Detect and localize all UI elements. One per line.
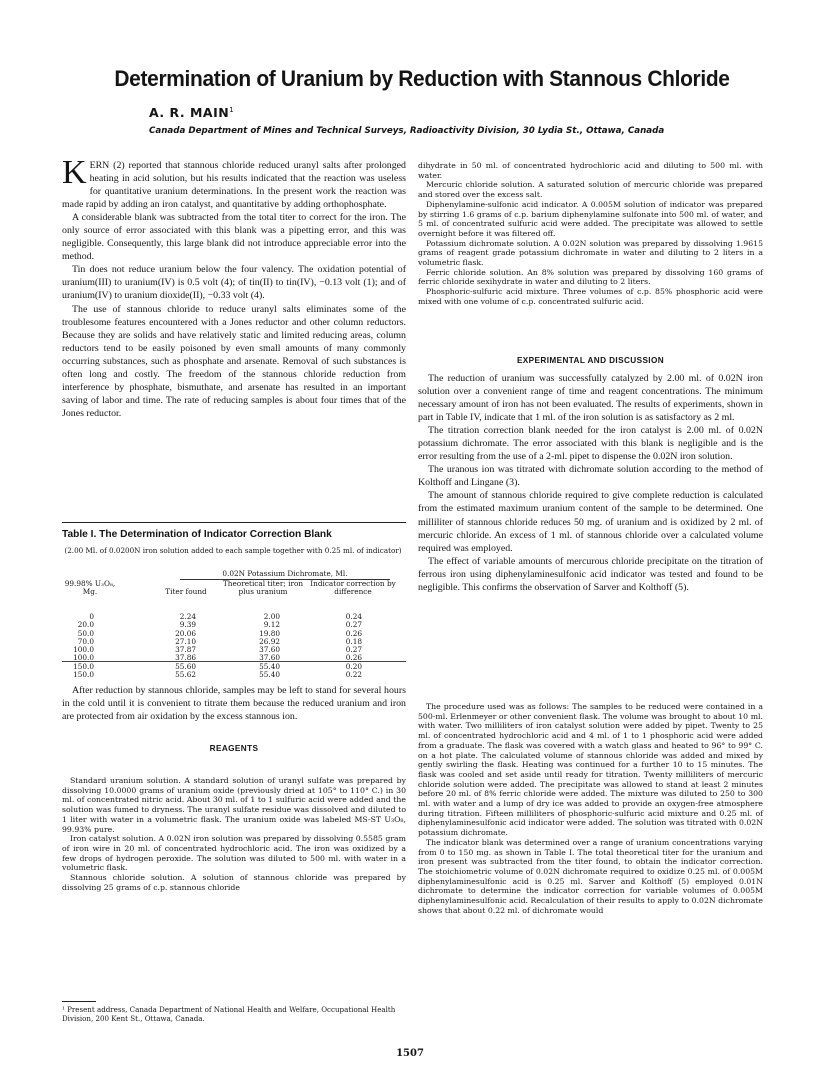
table-cell-correction: 0.27 xyxy=(345,620,362,630)
discussion-paragraph-5: The effect of variable amounts of mercurous chloride precipitate on the titration of ferrous iron using diphenylaminesulfonic acid indicator was tested and found to be negligible. This confirms the observation of Sarver and Kolthoff (5). xyxy=(418,555,763,593)
table-bottom-rule xyxy=(62,661,406,662)
discussion-paragraph-4: The amount of stannous chloride required to give complete reduction is calculated from the estimated maximum uranium content of the sample to be determined. One milliliter of stannous chloride reduces 50 mg. of uranium and is oxidized by 2 ml. of mercuric chloride. An excess of 1 ml. of stannous chloride over a calculated volume required was employed. xyxy=(418,490,763,554)
experimental-heading: EXPERIMENTAL AND DISCUSSION xyxy=(516,356,665,365)
table-cell-titer-found: 37.87 xyxy=(175,645,196,655)
table-cell-uranium: 0 xyxy=(89,612,94,621)
reagent-iron-catalyst: Iron catalyst solution. A 0.02N iron solution was prepared by dissolving 0.5585 gram of iron wire in 20 ml. of concentrated hydrochloric acid. The iron was oxidized by a few drops of hydrogen peroxide. The solution was diluted to 500 ml. with water in a volumetric flask. xyxy=(62,834,406,873)
left-column-reagents xyxy=(62,776,406,892)
table-cell-uranium: 70.0 xyxy=(77,636,94,646)
reagent-phosphoric-sulfuric: Phosphoric-sulfuric acid mixture. Three volumes of c.p. 85% phosphoric acid were mixed with one volume of c.p. concentrated sulfuric acid. xyxy=(418,287,763,306)
table-cell-theoretical: 26.92 xyxy=(259,636,280,646)
table-cell-theoretical: 37.60 xyxy=(259,653,280,663)
table-cell-correction: 0.26 xyxy=(345,628,362,638)
table-cell-theoretical: 2.00 xyxy=(263,612,280,621)
reagent-stannous-chloride: Stannous chloride solution. A solution of stannous chloride was prepared by dissolving 25 grams of c.p. stannous chloride xyxy=(62,873,406,892)
table-cell-theoretical: 9.12 xyxy=(263,620,280,630)
reagent-indicator: Diphenylamine-sulfonic acid indicator. A 0.005M solution of indicator was prepared by stirring 1.6 grams of c.p. barium diphenylamine sulfonate into 500 ml. of water, and 5 ml. of concentrated sulfuric acid were added. The precipitate was allowed to settle overnight before it was filtered off. xyxy=(418,199,763,238)
table-cell-titer-found: 37.86 xyxy=(175,653,196,663)
right-column-procedure xyxy=(418,702,763,915)
reagent-stannous-continued: dihydrate in 50 ml. of concentrated hydrochloric acid and diluting to 500 ml. with water. xyxy=(418,161,763,180)
procedure-paragraph: The procedure used was as follows: The samples to be reduced were contained in a 500-ml. Erlenmeyer or other convenient flask. The volume was brought to about 10 ml. with water. Two milliliters of iron catalyst solution were added by pipet. Twenty to 25 ml. of concentrated hydrochloric acid and 4 ml. of 1 to 1 phosphoric acid were added from a graduate. The flask was covered with a watch glass and heated to 96° to 99° C. on a hot plate. The calculated volume of stannous chloride was added and mixed by gently swirling the flask. Heating was continued for a further 10 to 15 minutes. The flask was cooled and set aside until ready for titration. Twenty milliliters of mercuric chloride solution were added. The precipitate was allowed to stand at least 2 minutes before 20 ml. of 8% ferric chloride were added. The mixture was diluted to 250 to 300 ml. with water and a lump of dry ice was added to provide an oxygen-free atmosphere during titration. Fifteen milliliters of phosphoric-sulfuric acid mixture and 0.25 ml. of diphenylaminesulfonic acid indicator were added. The solution was titrated with 0.02N potassium dichromate. xyxy=(418,702,763,838)
reagent-potassium-dichromate: Potassium dichromate solution. A 0.02N solution was prepared by dissolving 1.9615 grams of reagent grade potassium dichromate in water and diluting to 2 liters in a volumetric flask. xyxy=(418,238,763,268)
table-cell-uranium: 20.0 xyxy=(77,620,94,630)
intro-paragraph-3: Tin does not reduce uranium below the four valency. The oxidation potential of uranium(III) to uranium(IV) is 0.5 volt (4); of tin(II) to tin(IV), −0.13 volt (1); and of uranium(IV) to uranium dioxide(II), −0.33 volt (4). xyxy=(62,264,406,302)
table-cell-titer-found: 27.10 xyxy=(175,636,196,646)
table-header-titer-found: Titer found xyxy=(165,587,207,596)
table-cell-theoretical: 19.80 xyxy=(259,628,280,638)
indicator-blank-paragraph: The indicator blank was determined over a range of uranium concentrations varying from 0 to 150 mg. as shown in Table I. The total theoretical titer for the uranium and iron present was subtracted from the titer found, to obtain the indicator correction. The stoichiometric volume of 0.02N dichromate required to oxidize 0.25 ml. of 0.005M diphenylaminesulfonic acid is 0.25 ml. Sarver and Kolthoff (5) employed 0.01N dichromate to determine the indicator correction for variable volumes of 0.005M diphenylaminesulfonic acid. Recalculation of their results to apply to 0.02N dichromate shows that about 0.22 ml. of dichromate would xyxy=(418,837,763,915)
table-cell-titer-found: 9.39 xyxy=(179,620,196,630)
table-cell-uranium: 100.0 xyxy=(73,653,94,663)
reagent-ferric-chloride: Ferric chloride solution. An 8% solution was prepared by dissolving 160 grams of ferric chloride sexihydrate in water and diluting to 2 liters. xyxy=(418,267,763,287)
table-cell-correction: 0.22 xyxy=(345,670,362,680)
table-cell-theoretical: 55.40 xyxy=(259,670,280,680)
table-header-theoretical: Theoretical titer; iron plus uranium xyxy=(222,579,304,597)
table-cell-correction: 0.18 xyxy=(345,636,362,646)
footnote-rule xyxy=(62,1001,96,1002)
article-title: Determination of Uranium by Reduction with Stannous Chloride xyxy=(114,66,730,91)
author-affiliation: Canada Department of Mines and Technical Surveys, Radioactivity Division, 30 Lydia St., Ottawa, Canada xyxy=(149,126,665,136)
table-header-correction: Indicator correction by difference xyxy=(310,579,396,597)
table-cell-titer-found: 2.24 xyxy=(179,612,196,621)
page-number: 1507 xyxy=(396,1048,424,1059)
reagent-mercuric-chloride: Mercuric chloride solution. A saturated solution of mercuric chloride was prepared and stored over the excess salt. xyxy=(418,180,763,200)
right-column-experimental xyxy=(418,356,763,594)
author-line xyxy=(149,105,234,120)
table-title: Table I. The Determination of Indicator Correction Blank xyxy=(62,529,332,540)
table-column-theoretical xyxy=(250,613,280,679)
discussion-paragraph-1: The reduction of uranium was successfully catalyzed by 2.00 ml. of 0.02N iron solution over a convenient range of time and reagent concentrations. The minimum necessary amount of iron has not been evaluated. The results of experiments, shown in part in Table IV, indicate that 1 ml. of the iron solution is as satisfactory as 2 ml. xyxy=(418,373,763,424)
table-cell-theoretical: 55.40 xyxy=(259,661,280,671)
table-cell-titer-found: 20.06 xyxy=(175,628,196,638)
footnote: ¹ Present address, Canada Department of National Health and Welfare, Occupational Health Division, 200 Kent St., Ottawa, Canada. xyxy=(62,1005,396,1024)
table-column-correction xyxy=(338,613,362,679)
left-column-intro xyxy=(62,154,406,420)
reagent-uranium-solution: Standard uranium solution. A standard solution of uranyl sulfate was prepared by dissolving 10.0000 grams of uranium oxide (previously dried at 105° to 110° C.) in 30 ml. of concentrated nitric acid. About 30 ml. of 1 to 1 sulfuric acid were added and the solution was fumed to dryness. The uranyl sulfate residue was dissolved and diluted to 1 liter with water in a volumetric flask. The uranium oxide was labeled MS-ST U₃O₈, 99.93% pure. xyxy=(62,776,406,834)
table-note: (2.00 Ml. of 0.0200N iron solution added to each sample together with 0.25 ml. of indicator) xyxy=(64,546,402,555)
table-span-header: 0.02N Potassium Dichromate, Ml. xyxy=(180,570,390,580)
table-cell-correction: 0.20 xyxy=(345,661,362,671)
table-cell-titer-found: 55.60 xyxy=(175,661,196,671)
table-column-uranium xyxy=(68,613,94,679)
right-column-reagents xyxy=(418,161,763,307)
author-footnote-mark: 1 xyxy=(229,105,235,114)
reagents-heading: REAGENTS xyxy=(209,744,259,754)
table-cell-correction: 0.27 xyxy=(345,645,362,655)
table-cell-uranium: 150.0 xyxy=(73,670,94,680)
table-cell-uranium: 50.0 xyxy=(77,628,94,638)
table-column-titer-found xyxy=(166,613,196,679)
discussion-paragraph-3: The uranous ion was titrated with dichromate solution according to the method of Kolthoff and Lingane (3). xyxy=(418,464,763,489)
table-cell-correction: 0.26 xyxy=(345,653,362,663)
after-table-paragraph: After reduction by stannous chloride, samples may be left to stand for several hours in the cold until it is convenient to titrate them because the reduced uranium and iron are protected from air oxidation by the excess stannous ion. xyxy=(62,685,406,723)
table-cell-correction: 0.24 xyxy=(345,612,362,621)
intro-paragraph-4: The use of stannous chloride to reduce uranyl salts eliminates some of the troublesome features encountered with a Jones reductor and other column reductors. Because they are solids and have relatively static and limited reducing areas, column reductors tend to be easily poisoned by even small amounts of many commonly occurring substances, such as phosphate and arsenate. Removal of such substances is often long and costly. The freedom of the stannous chloride reduction from interference by phosphate, bismuthate, and arsenate has resulted in an important saving of labor and time. The rate of reducing samples is about four times that of the Jones reductor. xyxy=(62,303,406,419)
intro-paragraph-1 xyxy=(62,154,406,211)
table-cell-titer-found: 55.62 xyxy=(175,670,196,680)
intro-paragraph-2: A considerable blank was subtracted from the total titer to correct for the iron. The only source of error associated with this blank was a pipetting error, and this was negligible. Consequently, this large blank did not introduce appreciable error into the method. xyxy=(62,212,406,263)
intro-paragraph-1-text: ERN (2) reported that stannous chloride reduced uranyl salts after prolonged heating in acid solution, but his results indicated that the reaction was useless for quantitative uranium determinations. In the present work the reaction was made rapid by adding an iron catalyst, and quantitative by adding orthophosphate. xyxy=(62,160,406,211)
author-name: A. R. MAIN xyxy=(149,105,230,120)
table-header-uranium: 99.98% U₃O₈, Mg. xyxy=(64,579,116,597)
table-top-rule xyxy=(62,522,406,523)
discussion-paragraph-2: The titration correction blank needed for the iron catalyst is 2.00 ml. of 0.02N potassium dichromate. The error associated with this blank is negligible and is the error resulting from the use of a 2-ml. pipet to dispense the 0.02N iron solution. xyxy=(418,425,763,463)
table-cell-theoretical: 37.60 xyxy=(259,645,280,655)
table-cell-uranium: 150.0 xyxy=(73,661,94,671)
left-column-after-table xyxy=(62,684,406,763)
drop-cap: K xyxy=(62,154,87,191)
table-cell-uranium: 100.0 xyxy=(73,645,94,655)
